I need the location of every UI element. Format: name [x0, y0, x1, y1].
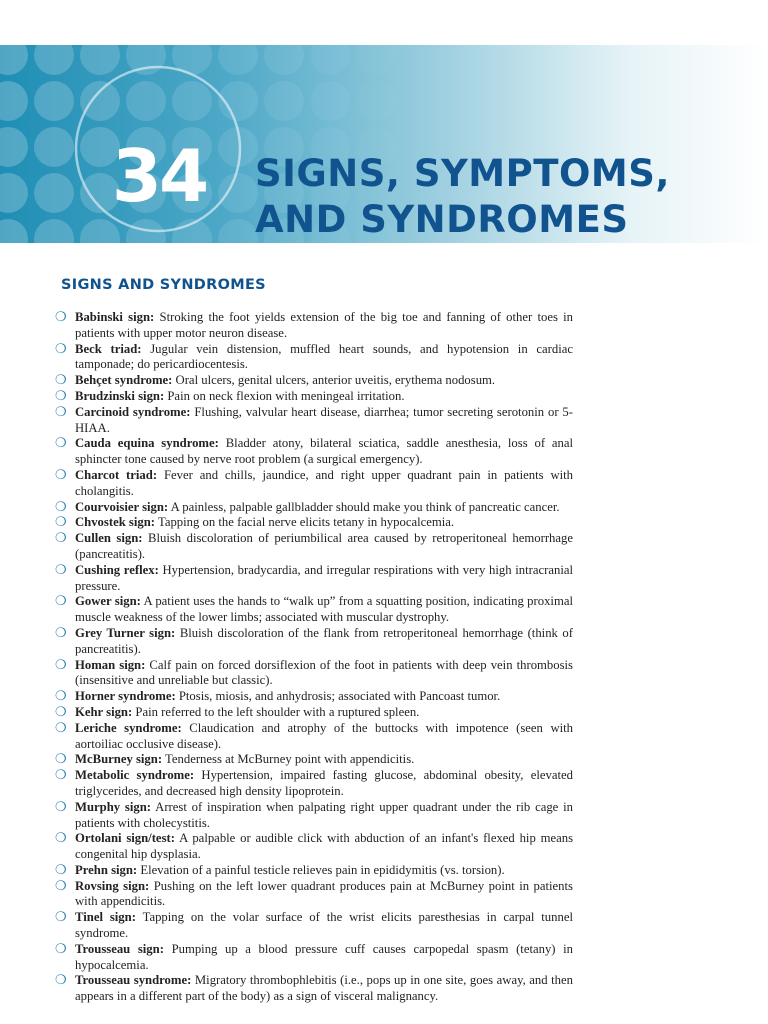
entry-term: Metabolic syndrome:	[75, 768, 195, 783]
entry-text: Jugular vein distension, muffled heart sounds, and hypotension in cardiac tamponade; do pericardiocentesis.	[75, 341, 573, 372]
decorative-dot	[218, 45, 258, 75]
decorative-dot	[310, 81, 350, 121]
bullet-icon: ❍	[55, 436, 67, 452]
entry-text: Calf pain on forced dorsiflexion of the foot in patients with deep vein thrombosis (insensitive and unreliable but classic).	[75, 657, 573, 688]
decorative-dot	[0, 81, 28, 121]
decorative-dot	[34, 81, 74, 121]
decorative-dot	[34, 45, 74, 75]
entry-term: Cullen sign:	[75, 531, 143, 546]
bullet-icon: ❍	[55, 404, 67, 420]
entry-text: Pain on neck flexion with meningeal irritation.	[167, 388, 405, 403]
entry-term: Behçet syndrome:	[75, 373, 173, 388]
bullet-icon: ❍	[55, 941, 67, 957]
bullet-icon: ❍	[55, 878, 67, 894]
entry-term: Murphy sign:	[75, 799, 152, 814]
entry-item	[53, 310, 573, 342]
entry-text: Pain referred to the left shoulder with a ruptured spleen.	[135, 704, 420, 719]
entry-term: Cauda equina syndrome:	[75, 436, 219, 451]
entry-list	[53, 310, 573, 1005]
chapter-title-line-2: AND SYNDROMES	[255, 198, 629, 241]
bullet-icon: ❍	[55, 373, 67, 389]
entry-text: Migratory thrombophlebitis (i.e., pops up in one site, goes away, and then appears in a different part of the body) as a sign of visceral malignancy.	[75, 973, 574, 1004]
bullet-icon: ❍	[55, 594, 67, 610]
bullet-icon: ❍	[55, 768, 67, 784]
entry-term: Grey Turner sign:	[75, 625, 176, 640]
entry-item	[53, 594, 573, 626]
entry-term: Homan sign:	[75, 657, 146, 672]
entry-text: Tapping on the volar surface of the wrist elicits paresthesias in carpal tunnel syndrome.	[75, 910, 573, 941]
decorative-dot	[218, 219, 258, 243]
entry-text: Bluish discoloration of periumbilical area caused by retroperitoneal hemorrhage (pancreatitis).	[75, 531, 574, 561]
entry-text: Ptosis, miosis, and anhydrosis; associated with Pancoast tumor.	[178, 689, 501, 704]
entry-text: Arrest of inspiration when palpating right upper quadrant under the rib cage in patients with cholecystitis.	[75, 799, 573, 830]
entry-term: Gower sign:	[75, 594, 141, 609]
bullet-icon: ❍	[55, 831, 67, 847]
decorative-dot	[80, 45, 120, 75]
bullet-icon: ❍	[55, 704, 67, 720]
decorative-dot	[356, 45, 396, 75]
entry-term: Rovsing sign:	[75, 878, 150, 893]
decorative-dot	[310, 45, 350, 75]
entry-text: Elevation of a painful testicle relieves pain in epididymitis (vs. torsion).	[140, 862, 505, 877]
entry-term: Tinel sign:	[75, 910, 136, 925]
entry-text: Tapping on the facial nerve elicits tetany in hypocalcemia.	[157, 515, 455, 530]
decorative-dot	[0, 127, 28, 167]
entry-item	[53, 436, 573, 468]
entry-text: Oral ulcers, genital ulcers, anterior uveitis, erythema nodosum.	[175, 373, 496, 388]
decorative-dot	[356, 81, 396, 121]
entry-term: Cushing reflex:	[75, 562, 159, 577]
chapter-number: 34	[111, 134, 207, 218]
bullet-icon: ❍	[55, 388, 67, 404]
entry-item	[53, 768, 573, 800]
entry-term: Beck triad:	[75, 341, 142, 356]
entry-text: Bluish discoloration of the flank from retroperitoneal hemorrhage (think of pancreatitis).	[75, 625, 573, 656]
entry-item	[53, 863, 573, 879]
entry-item	[53, 879, 573, 911]
entry-text: Pumping up a blood pressure cuff causes carpopedal spasm (tetany) in hypocalcemia.	[75, 941, 573, 972]
bullet-icon: ❍	[55, 657, 67, 673]
decorative-dot	[34, 173, 74, 213]
section-heading: SIGNS AND SYNDROMES	[61, 277, 266, 293]
bullet-icon: ❍	[55, 531, 67, 547]
entry-text: Claudication and atrophy of the buttocks with impotence (seen with aortoiliac occlusive disease).	[75, 720, 573, 751]
entry-term: Ortolani sign/test:	[75, 831, 175, 846]
entry-item	[53, 500, 573, 516]
bullet-icon: ❍	[55, 862, 67, 878]
bullet-icon: ❍	[55, 973, 67, 989]
decorative-dot	[218, 173, 258, 213]
decorative-dot	[0, 45, 28, 75]
entry-term: Babinski sign:	[75, 310, 155, 324]
entry-term: McBurney sign:	[75, 752, 163, 767]
entry-item	[53, 468, 573, 500]
bullet-icon: ❍	[55, 499, 67, 515]
entry-text: Bladder atony, bilateral sciatica, saddle anesthesia, loss of anal sphincter tone caused by nerve root problem (a surgical emergency).	[75, 436, 574, 467]
entry-item	[53, 373, 573, 389]
bullet-icon: ❍	[55, 910, 67, 926]
entry-item	[53, 563, 573, 595]
bullet-icon: ❍	[55, 515, 67, 531]
entry-item	[53, 910, 573, 942]
bullet-icon: ❍	[55, 799, 67, 815]
bullet-icon: ❍	[55, 310, 67, 325]
entry-text: Flushing, valvular heart disease, diarrhea; tumor secreting serotonin or 5-HIAA.	[75, 404, 573, 435]
entry-item	[53, 689, 573, 705]
decorative-dot	[34, 219, 74, 243]
entry-item	[53, 405, 573, 437]
entry-term: Kehr sign:	[75, 704, 133, 719]
entry-term: Chvostek sign:	[75, 515, 156, 530]
entry-text: Stroking the foot yields extension of the big toe and fanning of other toes in patients with upper motor neuron disease.	[75, 310, 573, 340]
entry-term: Prehn sign:	[75, 862, 138, 877]
entry-term: Trousseau sign:	[75, 941, 164, 956]
entry-item	[53, 389, 573, 405]
decorative-dot	[0, 219, 28, 243]
decorative-dot	[172, 81, 212, 121]
entry-item	[53, 658, 573, 690]
entry-text: Hypertension, impaired fasting glucose, abdominal obesity, elevated triglycerides, and decreased high density lipoprotein.	[75, 768, 574, 798]
chapter-title-line-1: SIGNS, SYMPTOMS,	[255, 152, 670, 195]
entry-item	[53, 973, 573, 1005]
bullet-icon: ❍	[55, 562, 67, 578]
bullet-icon: ❍	[55, 689, 67, 705]
decorative-dot	[264, 81, 304, 121]
entry-text: A palpable or audible click with abduction of an infant's flexed hip means congenital hip dysplasia.	[75, 831, 574, 862]
entry-item	[53, 800, 573, 832]
entry-item	[53, 752, 573, 768]
entry-term: Leriche syndrome:	[75, 720, 182, 735]
decorative-dot	[126, 81, 166, 121]
entry-term: Courvoisier sign:	[75, 499, 169, 514]
entry-text: A painless, palpable gallbladder should make you think of pancreatic cancer.	[170, 499, 560, 514]
entry-item	[53, 721, 573, 753]
entry-item	[53, 942, 573, 974]
entry-item	[53, 626, 573, 658]
entry-item	[53, 705, 573, 721]
entry-text: Hypertension, bradycardia, and irregular respirations with very high intracranial pressure.	[75, 562, 574, 593]
bullet-icon: ❍	[55, 752, 67, 768]
decorative-dot	[80, 219, 120, 243]
entry-term: Charcot triad:	[75, 467, 158, 482]
bullet-icon: ❍	[55, 720, 67, 736]
decorative-dot	[264, 45, 304, 75]
decorative-dot	[0, 173, 28, 213]
bullet-icon: ❍	[55, 467, 67, 483]
entry-item	[53, 515, 573, 531]
decorative-dot	[80, 81, 120, 121]
decorative-dot	[34, 127, 74, 167]
entry-term: Carcinoid syndrome:	[75, 404, 191, 419]
entry-term: Brudzinski sign:	[75, 388, 165, 403]
chapter-banner	[0, 45, 768, 243]
chapter-title	[255, 151, 670, 243]
entry-text: Pushing on the left lower quadrant produces pain at McBurney point in patients with appendicitis.	[75, 878, 573, 909]
bullet-icon: ❍	[55, 341, 67, 357]
entry-item	[53, 831, 573, 863]
entry-text: A patient uses the hands to “walk up” from a squatting position, indicating proximal muscle weakness of the lower limbs; associated with muscular dystrophy.	[75, 594, 573, 625]
bullet-icon: ❍	[55, 625, 67, 641]
entry-text: Fever and chills, jaundice, and right upper quadrant pain in patients with cholangitis.	[75, 467, 573, 498]
entry-term: Trousseau syndrome:	[75, 973, 192, 988]
entry-item	[53, 342, 573, 374]
entry-term: Horner syndrome:	[75, 689, 176, 704]
entry-item	[53, 531, 573, 563]
entry-text: Tenderness at McBurney point with appendicitis.	[165, 752, 415, 767]
